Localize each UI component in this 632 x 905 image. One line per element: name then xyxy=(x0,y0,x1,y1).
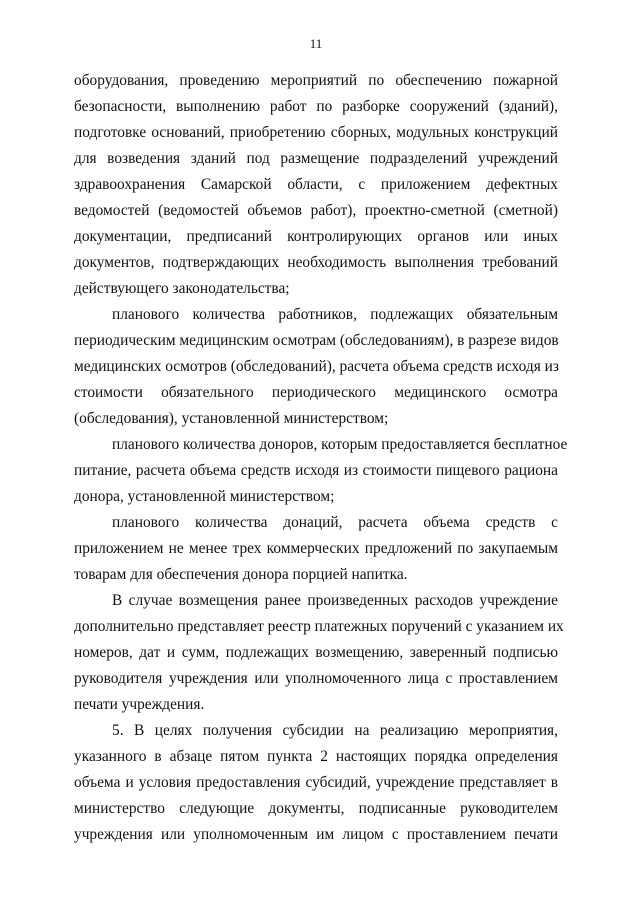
text-line: дополнительно представляет реестр платежных поручений с указанием их xyxy=(74,618,564,635)
text-line: действующего законодательства; xyxy=(74,280,290,297)
text-line: руководителя учреждения или уполномоченного лица с проставлением xyxy=(74,670,558,687)
text-line: здравоохранения Самарской области, с приложением дефектных xyxy=(74,176,558,193)
page-number: 11 xyxy=(309,36,323,51)
text-line: (обследования), установленной министерством; xyxy=(74,410,389,427)
text-line: планового количества работников, подлежащих обязательным xyxy=(112,306,558,323)
text-line: номеров, дат и сумм, подлежащих возмещению, заверенный подписью xyxy=(74,644,558,661)
text-line: печати учреждения. xyxy=(74,696,205,713)
text-line: планового количества донаций, расчета объема средств с xyxy=(112,514,558,531)
text-line: учреждения или уполномоченным им лицом с проставлением печати xyxy=(74,826,558,843)
text-line: документации, предписаний контролирующих органов или иных xyxy=(74,228,558,245)
text-line: оборудования, проведению мероприятий по обеспечению пожарной xyxy=(74,72,558,89)
text-line: подготовке оснований, приобретению сборных, модульных конструкций xyxy=(74,124,558,141)
text-line: товарам для обеспечения донора порцией напитка. xyxy=(74,566,408,583)
text-line: безопасности, выполнению работ по разборке сооружений (зданий), xyxy=(74,98,558,115)
text-line: 5. В целях получения субсидии на реализацию мероприятия, xyxy=(112,722,558,739)
text-line: для возведения зданий под размещение подразделений учреждений xyxy=(74,150,558,167)
text-line: документов, подтверждающих необходимость выполнения требований xyxy=(74,254,558,271)
text-line: питание, расчета объема средств исходя из стоимости пищевого рациона xyxy=(74,462,558,479)
text-line: ведомостей (ведомостей объемов работ), проектно-сметной (сметной) xyxy=(74,202,558,219)
text-line: министерство следующие документы, подписанные руководителем xyxy=(74,800,558,817)
text-line: указанного в абзаце пятом пункта 2 настоящих порядка определения xyxy=(74,748,558,765)
text-line: планового количества доноров, которым предоставляется бесплатное xyxy=(112,436,568,453)
text-line: объема и условия предоставления субсидий, учреждение представляет в xyxy=(74,774,558,791)
text-line: В случае возмещения ранее произведенных расходов учреждение xyxy=(112,592,558,609)
text-line: донора, установленной министерством; xyxy=(74,488,335,505)
text-line: медицинских осмотров (обследований), расчета объема средств исходя из xyxy=(74,358,559,375)
text-line: стоимости обязательного периодического медицинского осмотра xyxy=(74,384,558,401)
text-line: приложением не менее трех коммерческих предложений по закупаемым xyxy=(74,540,558,557)
text-line: периодическим медицинским осмотрам (обследованиям), в разрезе видов xyxy=(74,332,559,349)
